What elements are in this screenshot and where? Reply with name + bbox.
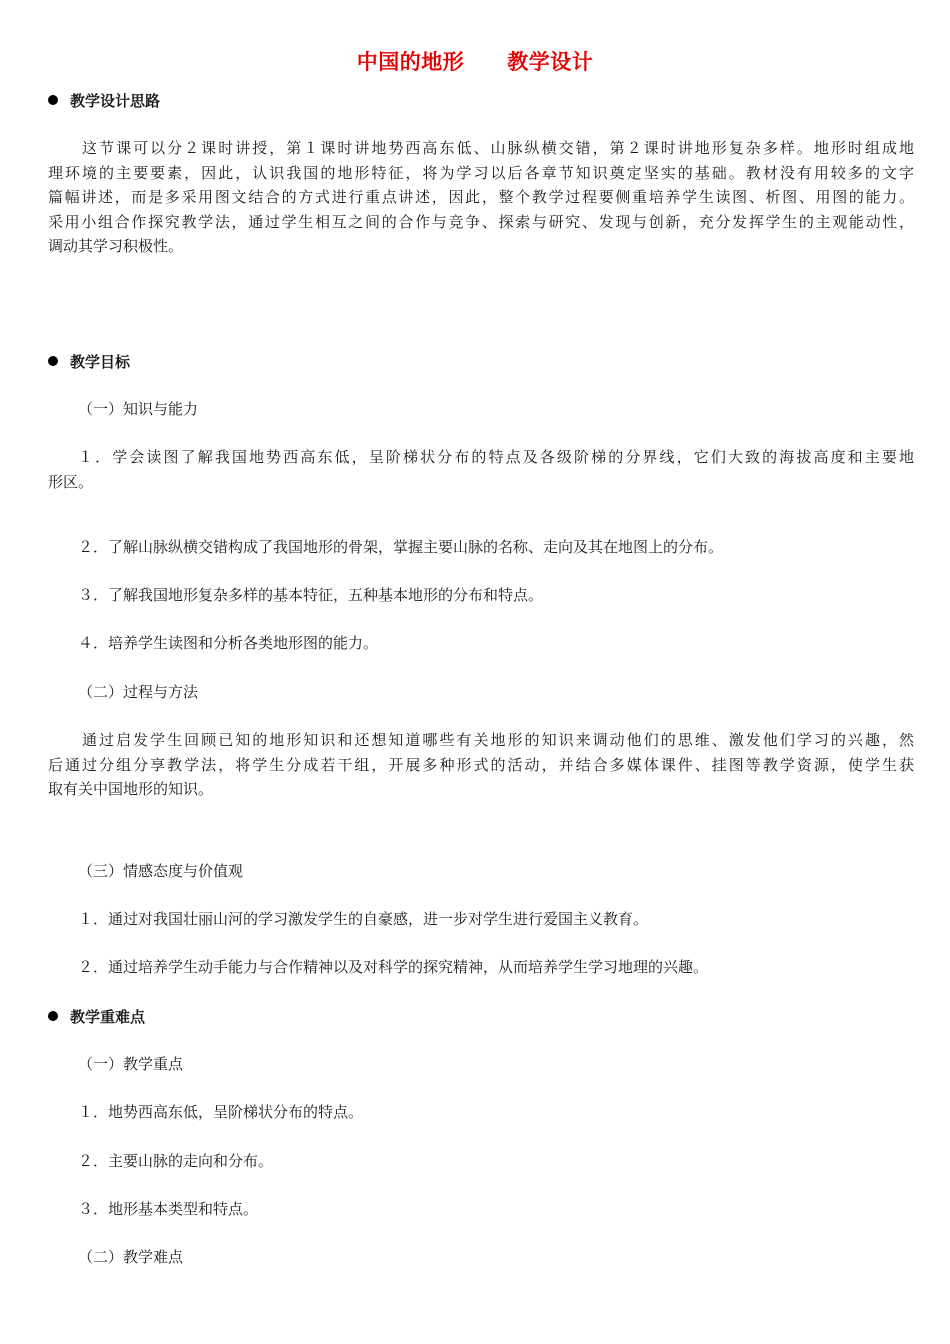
subheading-difficult: （二）教学难点 (78, 1248, 184, 1266)
section-heading-text: 教学重难点 (70, 1007, 146, 1026)
objective-item-4: ４．培养学生读图和分析各类地形图的能力。 (78, 634, 379, 652)
design-idea-paragraph (48, 136, 914, 259)
section-heading-key-points (48, 1004, 145, 1028)
paragraph-line: 形区。 (48, 472, 94, 491)
paragraph-line: 这节课可以分２课时讲授，第１课时讲地势西高东低、山脉纵横交错，第２课时讲地形复杂多样。地形时组成地 (48, 139, 914, 157)
paragraph-line: 通过启发学生回顾已知的地形知识和还想知道哪些有关地形的知识来调动他们的思维、激发他们学习的兴趣，然 (48, 731, 914, 749)
section-heading-objectives (48, 349, 130, 373)
paragraph-line: 调动其学习积极性。 (48, 237, 184, 255)
subheading-knowledge: （一）知识与能力 (78, 400, 199, 418)
section-heading-text: 教学目标 (70, 352, 131, 371)
subheading-key: （一）教学重点 (78, 1055, 184, 1073)
section-heading-text: 教学设计思路 (70, 91, 161, 110)
paragraph-line: 后通过分组分享教学法，将学生分成若干组，开展多种形式的活动，并结合多媒体课件、挂图等教学资源，使学生获 (48, 755, 914, 774)
subheading-process: （二）过程与方法 (78, 683, 199, 701)
bullet-icon (48, 1011, 58, 1021)
paragraph-line: 取有关中国地形的知识。 (48, 780, 214, 798)
section-heading-design-idea (48, 88, 160, 112)
key-item-3: ３．地形基本类型和特点。 (78, 1200, 259, 1218)
subheading-attitude: （三）情感态度与价值观 (78, 862, 244, 880)
paragraph-line: 篇幅讲述，而是多采用图文结合的方式进行重点讲述，因此，整个教学过程要侧重培养学生读图、析图、用图的能力。 (48, 188, 914, 206)
paragraph-line: 理环境的主要要素，因此，认识我国的地形特征，将为学习以后各章节知识奠定坚实的基础。教材没有用较多的文字 (48, 163, 914, 182)
objective-item-1 (48, 445, 914, 494)
bullet-icon (48, 95, 58, 105)
key-item-2: ２．主要山脉的走向和分布。 (78, 1152, 274, 1170)
document-title: 中国的地形 教学设计 (356, 50, 594, 74)
bullet-icon (48, 356, 58, 366)
attitude-item-2: ２．通过培养学生动手能力与合作精神以及对科学的探究精神，从而培养学生学习地理的兴趣。 (78, 958, 709, 976)
key-item-1: １．地势西高东低，呈阶梯状分布的特点。 (78, 1103, 364, 1121)
objective-item-2: ２．了解山脉纵横交错构成了我国地形的骨架，掌握主要山脉的名称、走向及其在地图上的分布。 (78, 538, 724, 556)
process-paragraph (48, 728, 914, 802)
paragraph-line: １．学会读图了解我国地势西高东低，呈阶梯状分布的特点及各级阶梯的分界线，它们大致的海拔高度和主要地 (78, 448, 914, 466)
objective-item-3: ３．了解我国地形复杂多样的基本特征，五种基本地形的分布和特点。 (78, 586, 544, 604)
paragraph-line: 采用小组合作探究教学法，通过学生相互之间的合作与竞争、探索与研究、发现与创新，充分发挥学生的主观能动性， (48, 212, 914, 231)
attitude-item-1: １．通过对我国壮丽山河的学习激发学生的自豪感，进一步对学生进行爱国主义教育。 (78, 910, 649, 928)
